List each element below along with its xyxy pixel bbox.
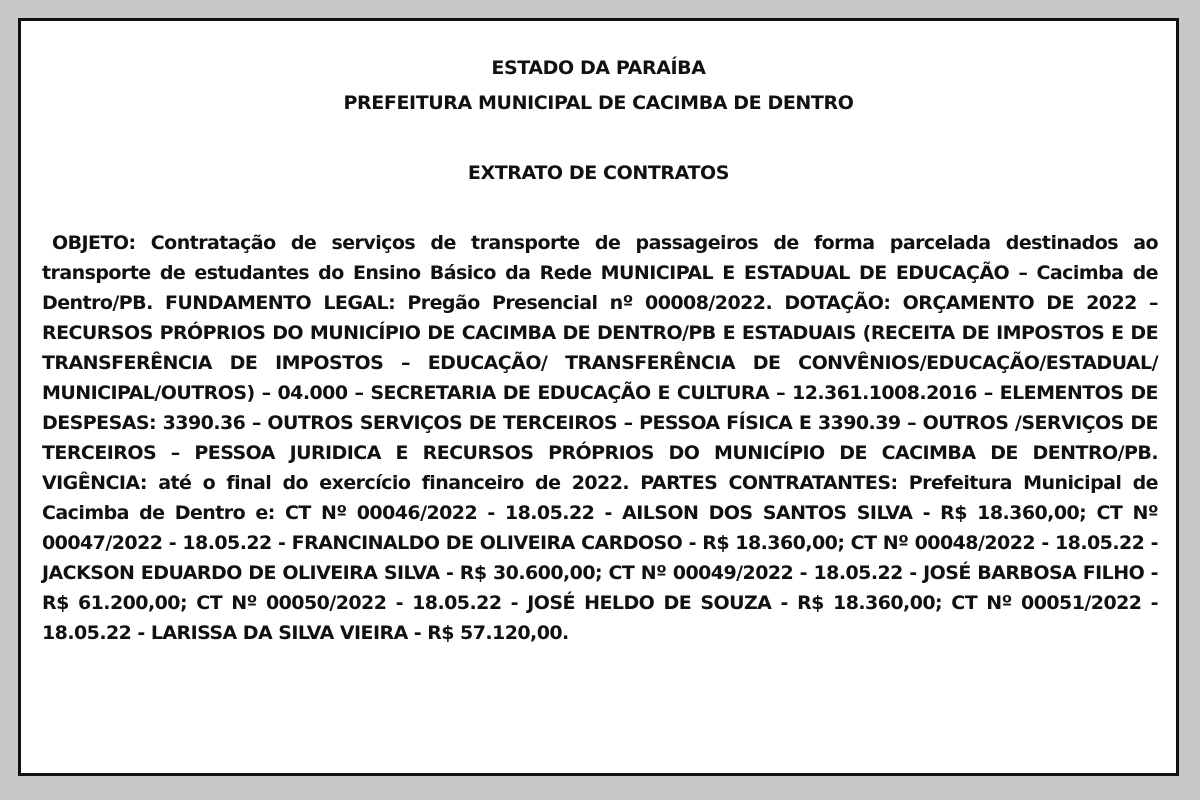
contract-extract-body: OBJETO: Contratação de serviços de transporte de passageiros de forma parcelada destinados ao transporte de estudantes do Ensino Básico da Rede MUNICIPAL E ESTADUAL DE EDUCAÇÃO – Cacimba de Dentro/PB. FUNDAMENTO LEGAL: Pregão Presencial nº 00008/2022. DOTAÇÃO: ORÇAMENTO DE 2022 – RECURSOS PRÓPRIOS DO MUNICÍPIO DE CACIMBA DE DENTRO/PB E ESTADUAIS (RECEITA DE IMPOSTOS E DE TRANSFERÊNCIA DE IMPOSTOS – EDUCAÇÃO/ TRANSFERÊNCIA DE CONVÊNIOS/EDUCAÇÃO/ESTADUAL/ MUNICIPAL/OUTROS) – 04.000 – SECRETARIA DE EDUCAÇÃO E CULTURA – 12.361.1008.2016 – ELEMENTOS DE DESPESAS: 3390.36 – OUTROS SERVIÇOS DE TERCEIROS – PESSOA FÍSICA E 3390.39 – OUTROS /SERVIÇOS DE TERCEIROS – PESSOA JURIDICA E RECURSOS PRÓPRIOS DO MUNICÍPIO DE CACIMBA DE DENTRO/PB. VIGÊNCIA: até o final do exercício financeiro de 2022. PARTES CONTRATANTES: Prefeitura Municipal de Cacimba de Dentro e: CT Nº 00046/2022 - 18.05.22 - AILSON DOS SANTOS SILVA - R$ 18.360,00; CT Nº 00047/2022 - 18.05.22 - FRANCINALDO DE OLIVEIRA CARDOSO - R$ 18.360,00; CT Nº 00048/2022 - 18.05.22 - JACKSON EDUARDO DE OLIVEIRA SILVA - R$ 30.600,00; CT Nº 00049/2022 - 18.05.22 - JOSÉ BARBOSA FILHO - R$ 61.200,00; CT Nº 00050/2022 - 18.05.22 - JOSÉ HELDO DE SOUZA - R$ 18.360,00; CT Nº 00051/2022 - 18.05.22 - LARISSA DA SILVA VIEIRA - R$ 57.120,00.: [42, 232, 1158, 644]
state-heading: ESTADO DA PARAÍBA: [491, 57, 706, 79]
document-sheet: [18, 18, 1179, 776]
prefeitura-heading: PREFEITURA MUNICIPAL DE CACIMBA DE DENTRO: [343, 92, 854, 114]
document-title: EXTRATO DE CONTRATOS: [467, 162, 730, 184]
